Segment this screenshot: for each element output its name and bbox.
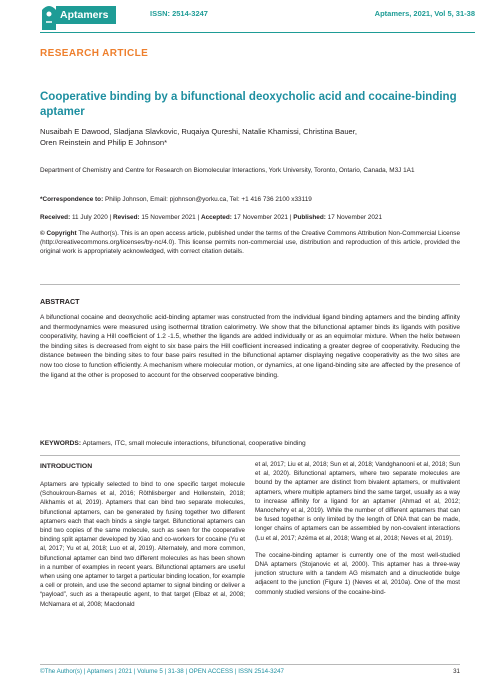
author-list <box>40 126 460 148</box>
introduction-heading: INTRODUCTION <box>40 463 93 470</box>
revised-label: Revised: <box>112 214 140 221</box>
page-number: 31 <box>453 668 460 675</box>
abstract-heading: ABSTRACT <box>40 297 80 306</box>
authors-line: Oren Reinstein and Philip E Johnson* <box>40 138 168 147</box>
section-divider <box>40 455 460 456</box>
journal-reference: Aptamers, 2021, Vol 5, 31-38 <box>374 9 475 18</box>
right-column <box>255 460 460 597</box>
article-type: RESEARCH ARTICLE <box>40 48 149 59</box>
keywords <box>40 440 460 447</box>
article-title: Cooperative binding by a bifunctional deoxycholic acid and cocaine-binding aptamer <box>40 91 457 118</box>
header-divider <box>40 32 475 33</box>
footer-text: ©The Author(s) | Aptamers | 2021 | Volume 5 | 31-38 | OPEN ACCESS | ISSN 2514-3247 <box>40 668 284 675</box>
left-column <box>40 463 245 609</box>
copyright-text: The Author(s). This is an open access article, published under the terms of the Creative Commons Attribution Non-Commercial License (http://creativecommons.org/licenses/by-nc/4.0). This license permits non-commercial use, distribution and reproduction of this article, provided the original work is appropriately acknowledged, with correct citation details. <box>40 230 460 256</box>
published-label: Published: <box>293 214 326 221</box>
keywords-label: KEYWORDS: <box>40 440 82 447</box>
published-date: 17 November 2021 <box>325 214 383 221</box>
authors-line: Nusaibah E Dawood, Sladjana Slavkovic, Ruqaiya Qureshi, Natalie Khamissi, Christina Bauer, <box>40 127 357 136</box>
received-label: Received: <box>40 214 71 221</box>
body-paragraph: The cocaine-binding aptamer is currently one of the most well-studied DNA aptamers (Stojanovic et al, 2000). This aptamer has a three-way junction structure with a tandem AG mismatch and a dinucleotide bulge adjacent to the junction (Figure 1) (Neves et al, 2010a). One of the most commonly studied versions of the cocaine-bind- <box>255 551 460 596</box>
publisher-logo: Aptamers <box>56 6 116 24</box>
article-dates <box>40 213 460 223</box>
footer-divider <box>40 664 460 665</box>
copyright-notice <box>40 229 460 257</box>
keywords-text: Aptamers, ITC, small molecule interactions, bifunctional, cooperative binding <box>81 440 306 447</box>
issn: ISSN: 2514-3247 <box>150 9 208 18</box>
accepted-date: 17 November 2021 | <box>231 214 294 221</box>
body-paragraph: et al, 2017; Liu et al, 2018; Sun et al, 2018; Vandghanooni et al, 2018; Sun et al, 2020). Bifunctional aptamers, where two separate molecules are bound by the aptamer are distinct from bivalent aptamers, or multivalent aptamers, where multiple aptamers bind the same target, usually as a way to increase affinity for a ligand for an aptamer (Ahmad et al, 2012; Manochehry et al, 2019). While the number of different aptamers that can be fused together is only limited by the length of DNA that can be made, longer chains of aptamers can be assembled by non-covalent interactions (Lu et al, 2017; Azéma et al, 2018; Wang et al, 2018; Neves et al, 2019). <box>255 461 460 542</box>
correspondence-label: *Correspondence to: <box>40 196 104 203</box>
section-divider <box>40 284 460 285</box>
accepted-label: Accepted: <box>200 214 232 221</box>
copyright-label: © Copyright <box>40 230 77 237</box>
intro-paragraph: Aptamers are typically selected to bind to one specific target molecule (Schoukroun-Barnes et al, 2016; Röthlisberger and Hollenstein, 2018; Alkhamis et al, 2019). Aptamers that can bind two separate molecules, bifunctional aptamers, can be generated by fusing together two different aptamers each that each binds a single target. Bifunctional aptamers can bind two copies of the same molecule, such as seen for the cooperative binding split aptamer developed by Xiao and co-workers for cocaine (Yu et al, 2017; Yu et al, 2018; Luo et al, 2019). Alternately, and more common, bifunctional aptamer can bind two different molecules as has been shown in a number of examples in recent years. Bifunctional aptamers are useful when using one aptamer to target a particular binding location, for example a cell or protein, and use the second aptamer to signal binding or deliver a “payload”, such as a therapeutic agent, to that target (Elbaz et al, 2008; McNamara et al, 2008; Macdonald <box>40 481 245 608</box>
correspondence-text: Philip Johnson, Email: pjohnson@yorku.ca, Tel: +1 416 736 2100 x33119 <box>103 196 312 203</box>
correspondence <box>40 195 460 205</box>
revised-date: 15 November 2021 | <box>139 214 201 221</box>
abstract-text: A bifunctional cocaine and deoxycholic acid-binding aptamer was constructed from the individual ligand binding aptamers and the binding affinity and thermodynamics were measured using isothermal titration calorimetry. We show that the bifunctional aptamer binds its ligands with positive cooperativity, having a Hill coefficient of 1.2 -1.5, whether the ligands are added individually or as an equimolar mixture. When the helix between the binding sites is decreased from eight to six base pairs the Hill coefficient increased indicating a greater degree of cooperativity. Reducing the distance between the binding sites to four base pairs resulted in the bifunctional aptamer displaying negative cooperativity as the two sites are now too close to function efficiently. A mechanism where molecular motion, or dynamics, at one ligand-binding site are affected by the presence of the ligand at the other is proposed to account for the observed cooperative binding. <box>40 314 460 379</box>
journal-header <box>40 0 475 44</box>
received-date: 11 July 2020 | <box>70 214 113 221</box>
affiliation: Department of Chemistry and Centre for Research on Biomolecular Interactions, York University, Toronto, Ontario, Canada, M3J 1A1 <box>40 167 415 174</box>
